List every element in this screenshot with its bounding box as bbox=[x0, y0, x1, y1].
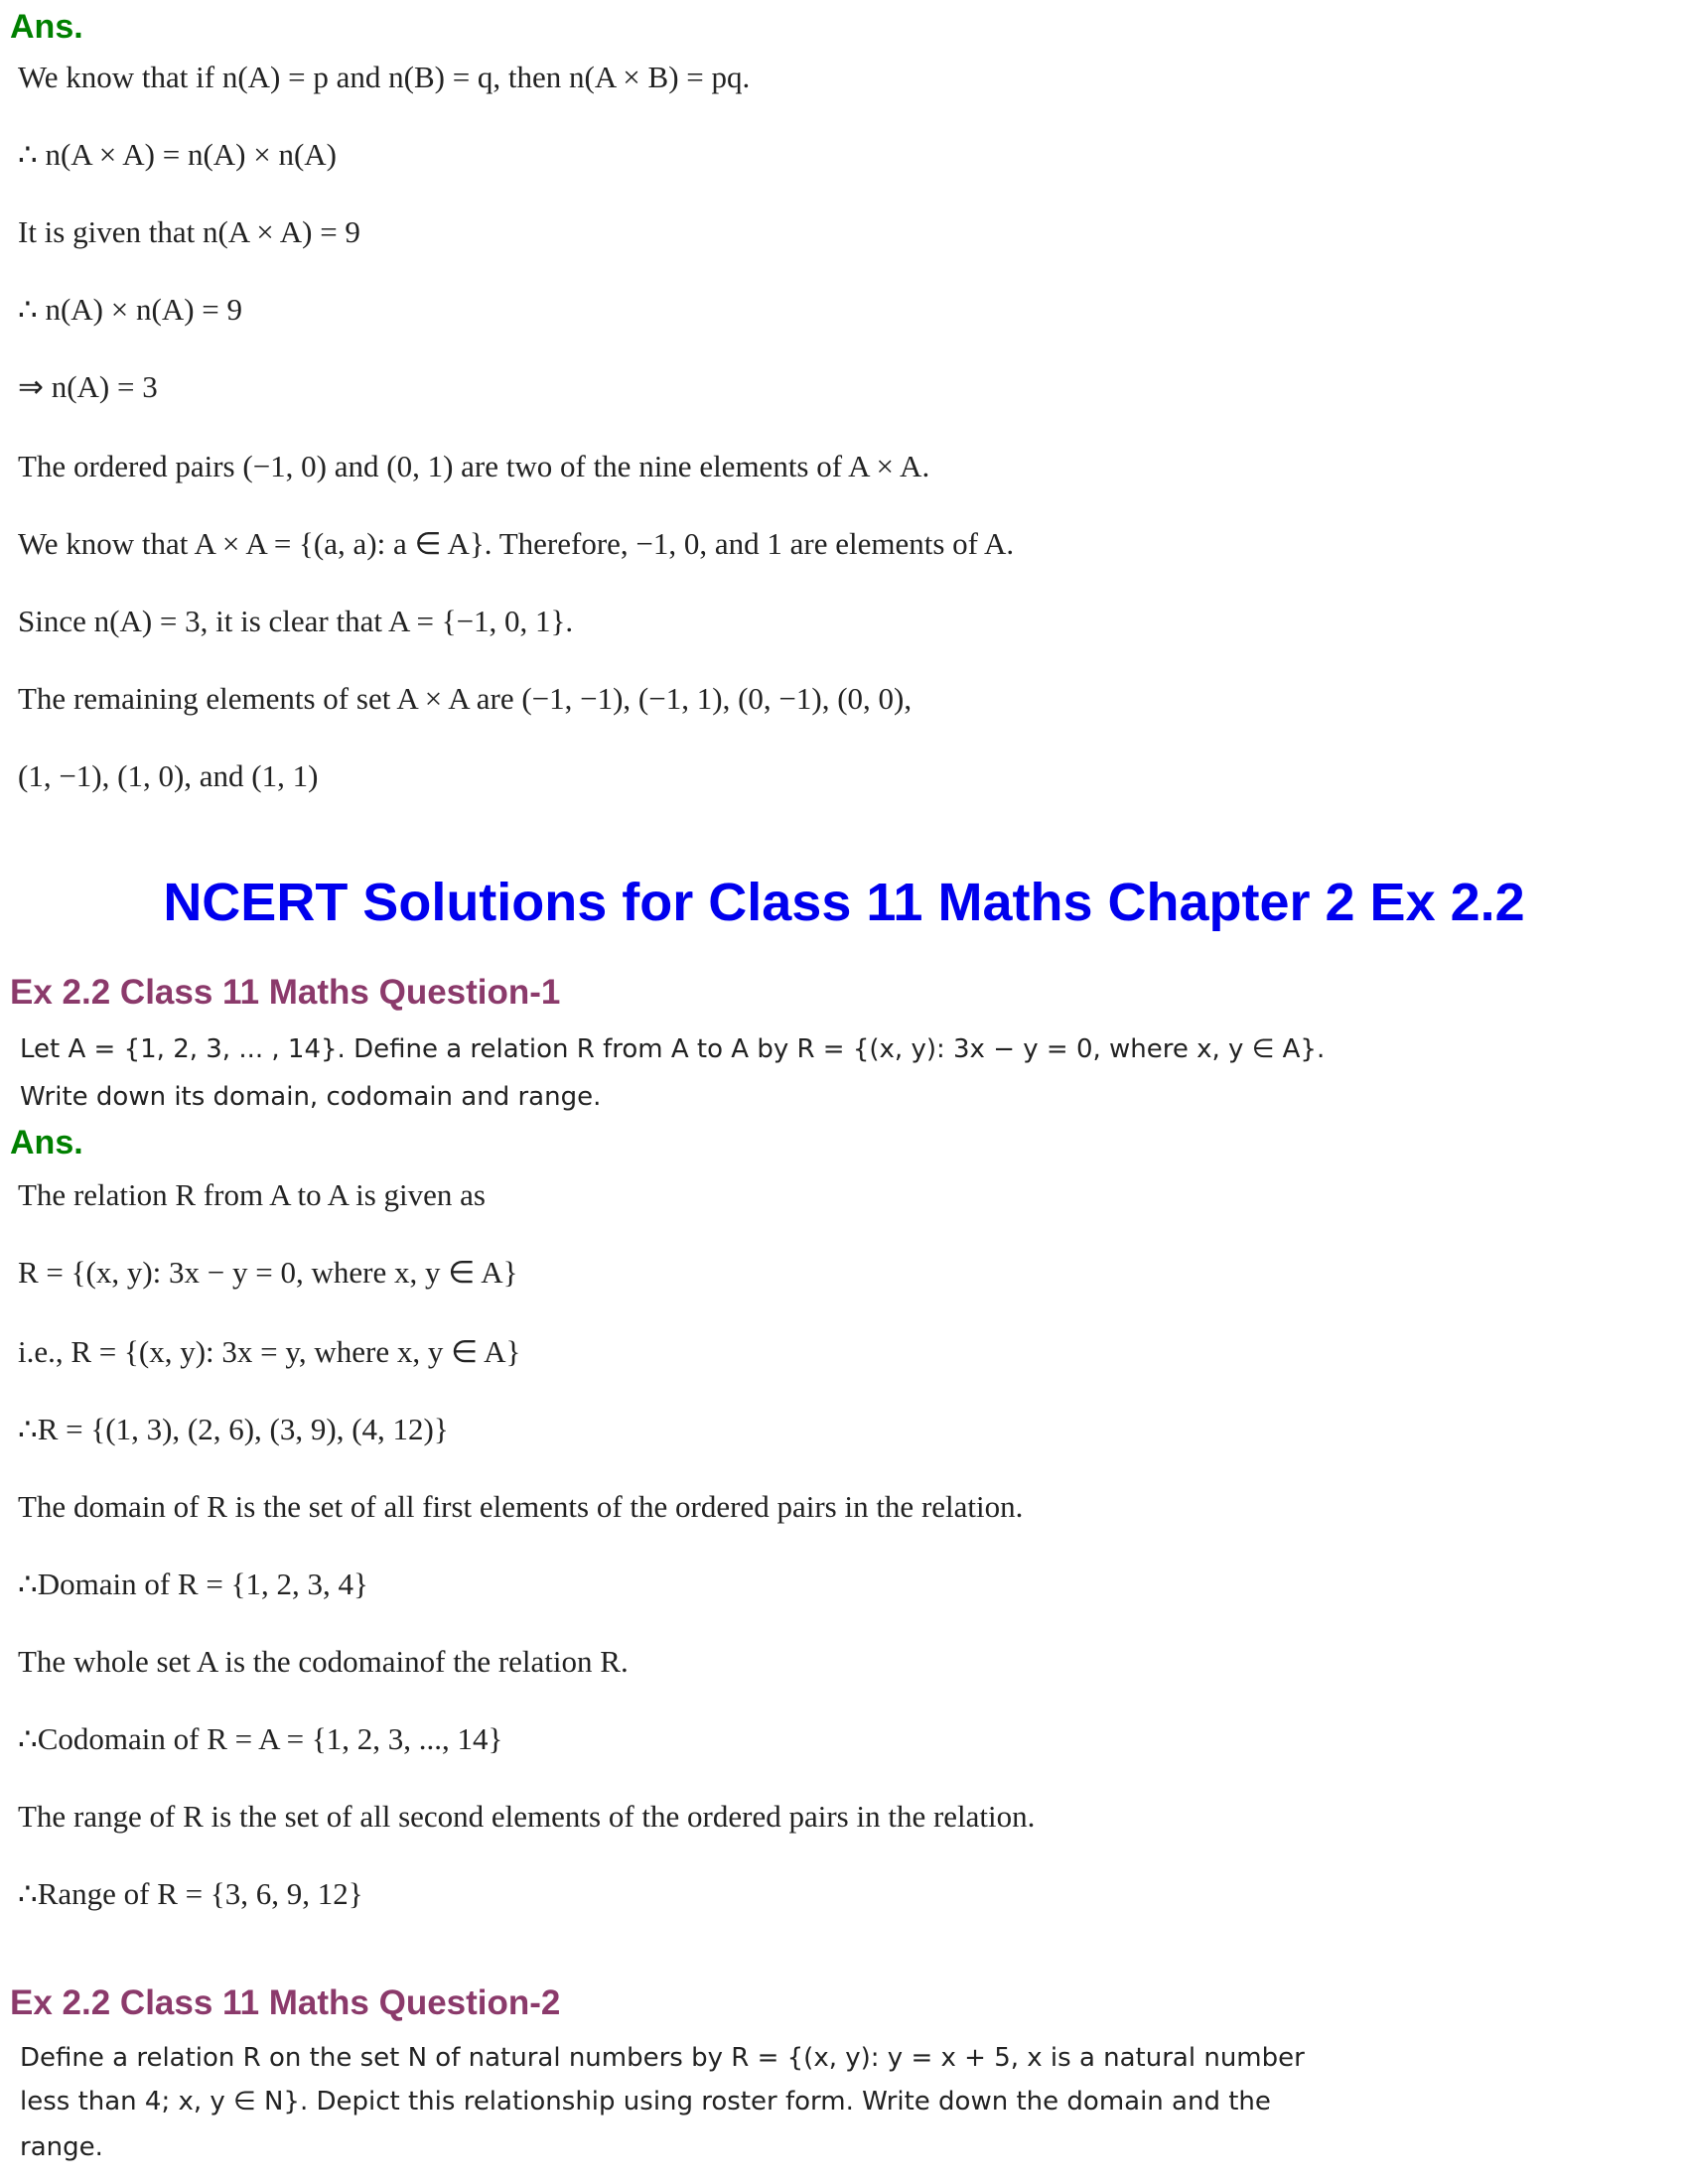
question-text: Let A = {1, 2, 3, ... , 14}. Define a relation R from A to A by R = {(x, y): 3x − y = 0, where x, y ∈ A}. bbox=[20, 1034, 1326, 1064]
answer-line: ⇒ n(A) = 3 bbox=[18, 369, 158, 404]
answer-label: Ans. bbox=[10, 1124, 83, 1161]
answer-line: We know that if n(A) = p and n(B) = q, then n(A × B) = pq. bbox=[18, 60, 751, 94]
question-heading: Ex 2.2 Class 11 Maths Question-1 bbox=[10, 973, 561, 1012]
answer-line: ∴ n(A × A) = n(A) × n(A) bbox=[18, 137, 337, 172]
answer-line: The whole set A is the codomainof the relation R. bbox=[18, 1644, 629, 1679]
answer-line: R = {(x, y): 3x − y = 0, where x, y ∈ A} bbox=[18, 1255, 518, 1290]
chapter-title: NCERT Solutions for Class 11 Maths Chapter 2 Ex 2.2 bbox=[163, 873, 1525, 932]
answer-line: ∴ n(A) × n(A) = 9 bbox=[18, 292, 243, 327]
question-heading: Ex 2.2 Class 11 Maths Question-2 bbox=[10, 1983, 561, 2022]
answer-line: We know that A × A = {(a, a): a ∈ A}. Therefore, −1, 0, and 1 are elements of A. bbox=[18, 526, 1015, 561]
answer-line: (1, −1), (1, 0), and (1, 1) bbox=[18, 758, 319, 793]
answer-line: The remaining elements of set A × A are (−1, −1), (−1, 1), (0, −1), (0, 0), bbox=[18, 681, 913, 716]
answer-line: ∴R = {(1, 3), (2, 6), (3, 9), (4, 12)} bbox=[18, 1412, 449, 1446]
answer-line: The range of R is the set of all second elements of the ordered pairs in the relation. bbox=[18, 1799, 1036, 1834]
answer-line: It is given that n(A × A) = 9 bbox=[18, 214, 360, 249]
answer-label: Ans. bbox=[10, 8, 83, 46]
answer-line: The relation R from A to A is given as bbox=[18, 1177, 486, 1212]
answer-line: ∴Range of R = {3, 6, 9, 12} bbox=[18, 1876, 363, 1911]
question-text: less than 4; x, y ∈ N}. Depict this relationship using roster form. Write down the domain and the bbox=[20, 2087, 1271, 2116]
question-text: Write down its domain, codomain and range. bbox=[20, 1082, 602, 1112]
answer-line: The domain of R is the set of all first elements of the ordered pairs in the relation. bbox=[18, 1489, 1024, 1524]
question-text: range. bbox=[20, 2132, 103, 2162]
answer-line: Since n(A) = 3, it is clear that A = {−1, 0, 1}. bbox=[18, 604, 574, 638]
question-text: Define a relation R on the set N of natural numbers by R = {(x, y): y = x + 5, x is a natural number bbox=[20, 2043, 1305, 2073]
answer-line: The ordered pairs (−1, 0) and (0, 1) are two of the nine elements of A × A. bbox=[18, 449, 930, 483]
answer-line: i.e., R = {(x, y): 3x = y, where x, y ∈ A} bbox=[18, 1334, 521, 1369]
answer-line: ∴Domain of R = {1, 2, 3, 4} bbox=[18, 1567, 368, 1601]
answer-line: ∴Codomain of R = A = {1, 2, 3, ..., 14} bbox=[18, 1721, 503, 1756]
